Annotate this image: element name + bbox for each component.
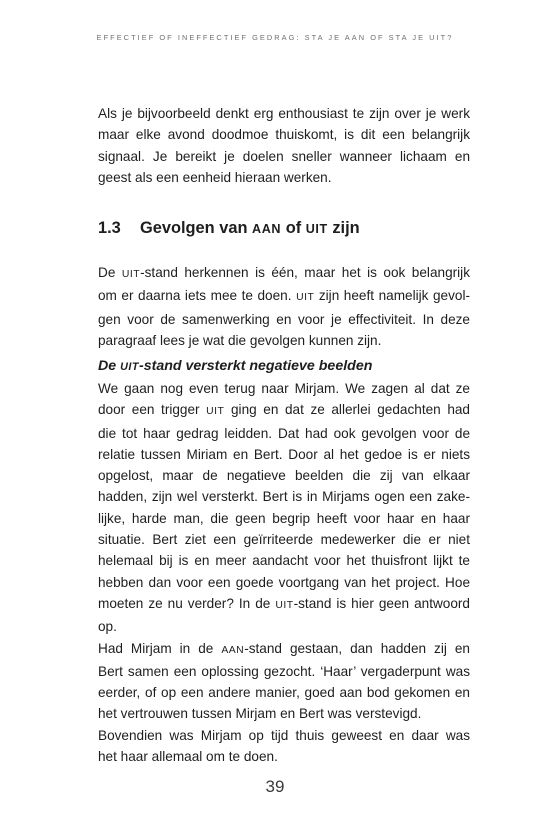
body-text (98, 378, 470, 767)
text-line: Als je bijvoorbeeld denkt erg enthousiast te zijn over je werk (98, 106, 470, 121)
text-line: het haar allemaal om te doen. (98, 749, 278, 765)
text-line: situatie. Bert ziet een geïrriteerde medewerker die er niet (98, 532, 470, 548)
smallcaps-run: UIT (206, 406, 225, 418)
section-heading-text: Gevolgen van (140, 219, 253, 237)
text-run: -stand herkennen is één, maar het is ook belangrijk (140, 265, 470, 280)
text-run: om er daarna iets mee te doen. (98, 288, 297, 304)
subheading-text: -stand versterkt negatieve beelden (138, 358, 373, 374)
text-line: Bert samen een oplossing gezocht. ‘Haar’ vergaderpunt was (98, 663, 470, 679)
text-run: moeten ze nu verder? In de (98, 595, 276, 611)
text-line: eerder, of op een andere manier, goed aan bod gekomen en (98, 685, 470, 701)
section-heading-smallcaps: AAN (252, 222, 282, 236)
text-run: -stand gestaan, dan hadden zij en (244, 640, 470, 656)
subheading (98, 358, 372, 374)
text-run: door een trigger (98, 402, 207, 418)
smallcaps-run: UIT (121, 269, 141, 280)
text-line: Bovendien was Mirjam op tijd thuis geweest en daar was (98, 727, 470, 743)
text-line (98, 262, 470, 285)
text-line: het vertrouwen tussen Mirjam en Bert was verstevigd. (98, 706, 422, 722)
text-line: gen voor de samenwerking en voor je effectiviteit. In deze (98, 311, 470, 327)
text-line (98, 593, 470, 616)
text-line: geest als een eenheid hieraan werken. (98, 169, 332, 185)
text-line (98, 399, 470, 422)
text-line: relatie tussen Miriam en Bert. Door al het gedoe is er niets (98, 446, 470, 462)
text-line: opgelost, maar de negatieve beelden die zij van elkaar (98, 468, 470, 484)
section-paragraph (98, 262, 470, 351)
text-line: die tot haar gedrag leidden. Dat had ook gevolgen voor de (98, 425, 470, 441)
text-line: signaal. Je bereikt je doelen sneller wanneer lichaam en (98, 148, 470, 164)
intro-paragraph (98, 103, 470, 188)
text-run: Had Mirjam in de (98, 640, 222, 656)
subheading-text: De (98, 358, 121, 374)
text-run: -stand is hier geen antwoord (293, 595, 470, 611)
text-line: helemaal bij is en meer aandacht voor het thuisfront lijkt te (98, 553, 470, 569)
page-number: 39 (265, 777, 285, 796)
body-paragraph-1 (98, 378, 470, 638)
text-run: ging en dat ze allerlei gedachten had (224, 402, 470, 418)
text-line (98, 285, 470, 308)
text-line: We gaan nog even terug naar Mirjam. We zagen al dat ze (98, 381, 470, 396)
section-heading-text: zijn (327, 219, 360, 237)
text-line (98, 638, 470, 661)
text-line: hadden, zijn wel versterkt. Bert is in Mirjams ogen een zake- (98, 489, 470, 505)
section-number: 1.3 (98, 219, 121, 237)
section-heading-smallcaps: UIT (305, 222, 328, 236)
section-heading (98, 219, 360, 238)
body-paragraph-2 (98, 638, 470, 768)
smallcaps-run: UIT (296, 292, 315, 304)
text-run: De (98, 265, 122, 280)
text-line: paragraaf lees je wat die gevolgen kunnen zijn. (98, 332, 382, 348)
text-run: zijn heeft namelijk gevol- (314, 288, 470, 304)
smallcaps-run: AAN (221, 644, 245, 656)
smallcaps-run: UIT (275, 599, 294, 611)
text-line: lijke, harde man, die geen begrip heeft voor haar en haar (98, 510, 470, 526)
subheading-smallcaps: UIT (120, 361, 139, 373)
running-head: EFFECTIEF OF INEFFECTIEF GEDRAG: STA JE AAN OF STA JE UIT? (96, 33, 454, 42)
text-line: hebben dan voor een goede voortgang van het project. Hoe (98, 574, 470, 590)
text-line: maar elke avond doodmoe thuiskomt, is dit een belangrijk (98, 127, 470, 143)
section-heading-text: of (281, 219, 306, 237)
text-line: op. (98, 619, 117, 635)
